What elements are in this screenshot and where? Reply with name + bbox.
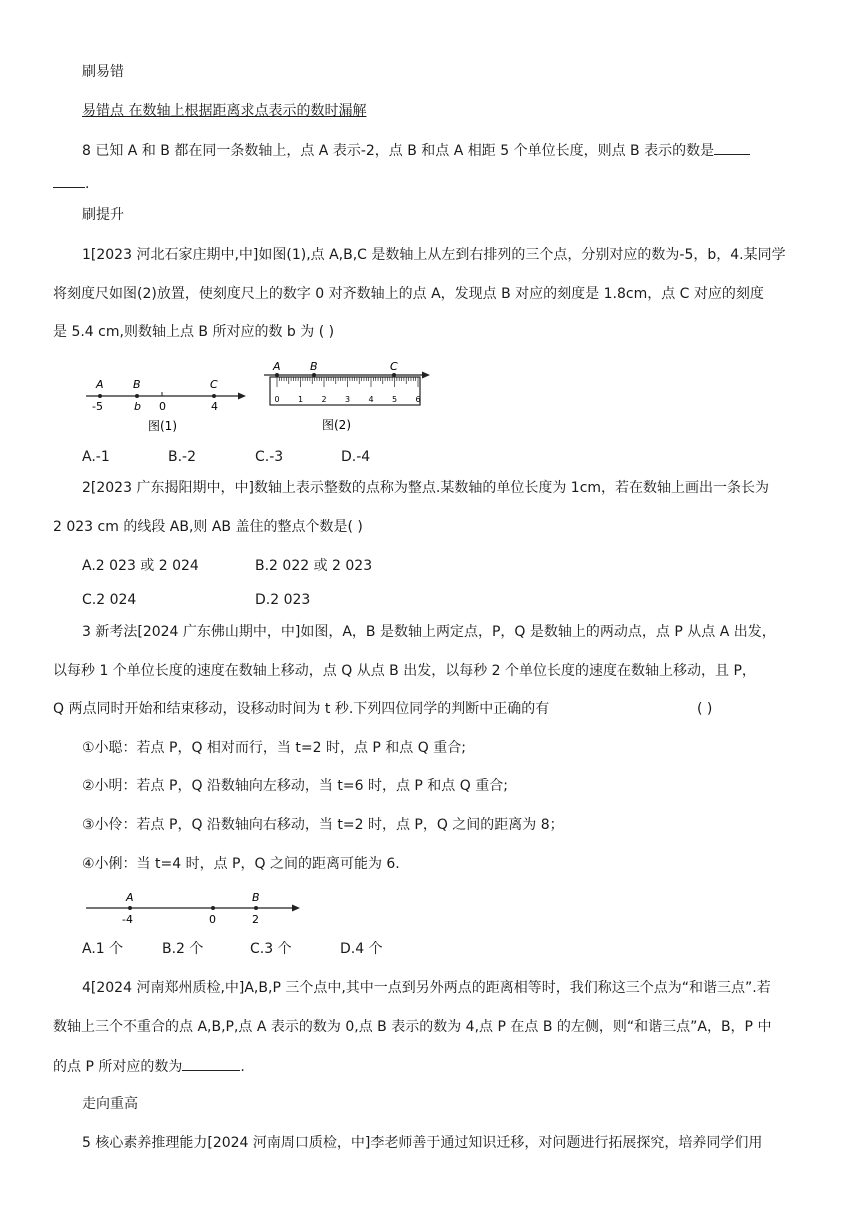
number-label: 0 xyxy=(159,400,166,413)
q1-option-b[interactable]: B.-2 xyxy=(168,449,197,465)
q2-option-a[interactable]: A.2 023 或 2 024 xyxy=(82,558,199,574)
point-label-a: A xyxy=(126,891,134,904)
q5-line1: 5 核心素养推理能力[2024 河南周口质检，中]李老师善于通过知识迁移，对问题进行拓展探究，培养同学们用 xyxy=(82,1135,763,1151)
q2-option-c[interactable]: C.2 024 xyxy=(82,592,137,608)
point-label-b: B xyxy=(252,891,260,904)
q3-line3: Q 两点同时开始和结束移动，设移动时间为 t 秒.下列四位同学的判断中正确的有 xyxy=(53,701,550,717)
q1-option-d[interactable]: D.-4 xyxy=(341,449,371,465)
point-label-c: C xyxy=(390,360,398,373)
q3-statement-2: ②小明：若点 P，Q 沿数轴向左移动，当 t=6 时，点 P 和点 Q 重合; xyxy=(82,778,508,794)
section-title-high: 走向重高 xyxy=(82,1096,138,1112)
ruler-tick-label: 2 xyxy=(321,395,327,404)
ruler-tick-label: 4 xyxy=(368,395,374,404)
number-label: b xyxy=(134,400,141,413)
point-label-a: A xyxy=(273,360,281,373)
q3-answer-paren: ( ) xyxy=(697,701,713,717)
q1-option-a[interactable]: A.-1 xyxy=(82,449,110,465)
error-point-heading: 易错点 在数轴上根据距离求点表示的数时漏解 xyxy=(82,103,367,119)
point-label-b: B xyxy=(133,378,141,391)
q2-line1: 2[2023 广东揭阳期中，中]数轴上表示整数的点称为整点.某数轴的单位长度为 1cm，若在数轴上画出一条长为 xyxy=(82,480,770,496)
q1-figure-1 xyxy=(82,372,252,434)
q4-line1: 4[2024 河南郑州质检,中]A,B,P 三个点中,其中一点到另外两点的距离相等时，我们称这三个点为“和谐三点”.若 xyxy=(82,980,771,996)
q3-option-c[interactable]: C.3 个 xyxy=(250,941,292,957)
q1-option-c[interactable]: C.-3 xyxy=(255,449,284,465)
ruler-tick-label: 0 xyxy=(274,395,280,404)
q3-option-a[interactable]: A.1 个 xyxy=(82,941,124,957)
q3-option-d[interactable]: D.4 个 xyxy=(340,941,383,957)
ruler-tick-label: 5 xyxy=(392,395,398,404)
point-label-a: A xyxy=(96,378,104,391)
q4-line2: 数轴上三个不重合的点 A,B,P,点 A 表示的数为 0,点 B 表示的数为 4,点 P 在点 B 的左侧，则“和谐三点”A，B，P 中 xyxy=(53,1019,772,1035)
q3-option-b[interactable]: B.2 个 xyxy=(162,941,204,957)
q8-line2 xyxy=(53,173,89,194)
number-label: -4 xyxy=(122,913,133,926)
answer-blank xyxy=(182,1056,240,1071)
q2-line2: 2 023 cm 的线段 AB,则 AB 盖住的整点个数是( ) xyxy=(53,519,363,535)
q2-option-d[interactable]: D.2 023 xyxy=(255,592,311,608)
q8-end: . xyxy=(85,176,90,192)
ruler-tick-label: 1 xyxy=(298,395,304,404)
number-label: 4 xyxy=(211,400,218,413)
q8-text: 8 已知 A 和 B 都在同一条数轴上，点 A 表示-2，点 B 和点 A 相距 5 个单位长度，则点 B 表示的数是 xyxy=(82,143,715,159)
q3-statement-1: ①小聪：若点 P，Q 相对而行，当 t=2 时，点 P 和点 Q 重合; xyxy=(82,740,466,756)
point-label-c: C xyxy=(210,378,218,391)
q3-statement-4: ④小俐：当 t=4 时，点 P，Q 之间的距离可能为 6. xyxy=(82,856,400,872)
figure-caption: 图(2) xyxy=(322,418,351,432)
number-label: -5 xyxy=(92,400,103,413)
number-label: 0 xyxy=(209,913,216,926)
q4-line3 xyxy=(53,1056,245,1077)
q1-line1: 1[2023 河北石家庄期中,中]如图(1),点 A,B,C 是数轴上从左到右排列的三个点，分别对应的数为-5，b，4.某同学 xyxy=(82,247,786,263)
q4-text: 的点 P 所对应的数为 xyxy=(53,1059,183,1075)
answer-blank xyxy=(53,173,85,188)
q8-line1 xyxy=(82,140,750,161)
figure-caption: 图(1) xyxy=(148,419,177,433)
point-label-b: B xyxy=(310,360,318,373)
q1-line3: 是 5.4 cm,则数轴上点 B 所对应的数 b 为 ( ) xyxy=(53,324,335,340)
ruler-tick-label: 6 xyxy=(415,395,421,404)
number-label: 2 xyxy=(252,913,259,926)
section-title-boost: 刷提升 xyxy=(82,207,124,223)
q3-line1: 3 新考法[2024 广东佛山期中，中]如图，A，B 是数轴上两定点，P，Q 是数轴上的两动点，点 P 从点 A 出发， xyxy=(82,624,776,640)
q2-option-b[interactable]: B.2 022 或 2 023 xyxy=(255,558,373,574)
q1-line2: 将刻度尺如图(2)放置，使刻度尺上的数字 0 对齐数轴上的点 A，发现点 B 对应的刻度是 1.8cm，点 C 对应的刻度 xyxy=(53,286,764,302)
q1-figure-2-ruler xyxy=(262,358,432,434)
answer-blank xyxy=(714,140,750,155)
q3-statement-3: ③小伶：若点 P，Q 沿数轴向右移动，当 t=2 时，点 P，Q 之间的距离为 8； xyxy=(82,817,564,833)
q3-line2: 以每秒 1 个单位长度的速度在数轴上移动，点 Q 从点 B 出发，以每秒 2 个单位长度的速度在数轴上移动，且 P， xyxy=(53,663,756,679)
section-title-error: 刷易错 xyxy=(82,64,124,80)
q4-end: . xyxy=(240,1059,245,1075)
q3-number-line xyxy=(82,888,306,928)
ruler-tick-label: 3 xyxy=(345,395,351,404)
